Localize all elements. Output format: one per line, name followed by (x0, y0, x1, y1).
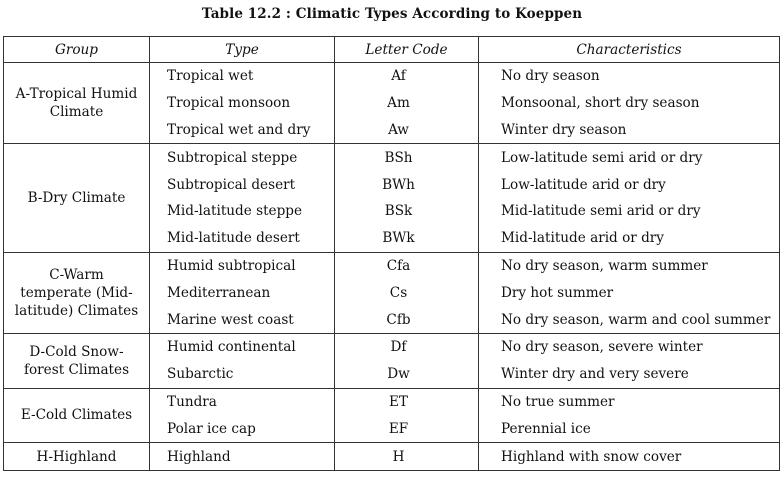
header-type: Type (150, 37, 335, 63)
characteristics-cell: No dry season (479, 63, 780, 90)
header-letter-code: Letter Code (335, 37, 479, 63)
letter-code-cell: ET (335, 388, 479, 415)
letter-code-cell: Cfb (335, 306, 479, 333)
group-cell: H-Highland (4, 443, 150, 471)
type-cell: Tundra (150, 388, 335, 415)
group-cell: B-Dry Climate (4, 144, 150, 252)
letter-code-cell: EF (335, 415, 479, 442)
characteristics-cell: No dry season, severe winter (479, 333, 780, 360)
characteristics-cell: No true summer (479, 388, 780, 415)
type-cell: Tropical monsoon (150, 90, 335, 117)
type-cell: Subtropical steppe (150, 144, 335, 171)
characteristics-cell: Low-latitude semi arid or dry (479, 144, 780, 171)
group-cell: E-Cold Climates (4, 388, 150, 443)
characteristics-cell: Monsoonal, short dry season (479, 90, 780, 117)
letter-code-cell: Af (335, 63, 479, 90)
type-cell: Tropical wet and dry (150, 117, 335, 144)
letter-code-cell: BWk (335, 225, 479, 252)
type-cell: Subarctic (150, 361, 335, 388)
type-cell: Highland (150, 443, 335, 471)
header-row (4, 37, 780, 63)
group-cell: A-Tropical Humid Climate (4, 63, 150, 144)
characteristics-cell: Mid-latitude semi arid or dry (479, 198, 780, 225)
type-cell: Tropical wet (150, 63, 335, 90)
type-cell: Marine west coast (150, 306, 335, 333)
characteristics-cell: Highland with snow cover (479, 443, 780, 471)
characteristics-cell: Mid-latitude arid or dry (479, 225, 780, 252)
table-row (4, 333, 780, 360)
table-caption: Table 12.2 : Climatic Types According to Koeppen (201, 6, 583, 22)
table-row (4, 388, 780, 415)
letter-code-cell: H (335, 443, 479, 471)
letter-code-cell: Cfa (335, 252, 479, 279)
letter-code-cell: Cs (335, 279, 479, 306)
characteristics-cell: No dry season, warm summer (479, 252, 780, 279)
header-characteristics: Characteristics (479, 37, 780, 63)
characteristics-cell: Low-latitude arid or dry (479, 171, 780, 198)
table-row (4, 252, 780, 279)
letter-code-cell: Dw (335, 361, 479, 388)
type-cell: Mediterranean (150, 279, 335, 306)
table-row (4, 63, 780, 90)
characteristics-cell: Dry hot summer (479, 279, 780, 306)
letter-code-cell: Aw (335, 117, 479, 144)
letter-code-cell: BWh (335, 171, 479, 198)
characteristics-cell: Winter dry and very severe (479, 361, 780, 388)
type-cell: Subtropical desert (150, 171, 335, 198)
table-body (4, 63, 780, 471)
climate-types-table (3, 36, 780, 471)
type-cell: Humid subtropical (150, 252, 335, 279)
table-row (4, 144, 780, 171)
header-group: Group (4, 37, 150, 63)
type-cell: Mid-latitude desert (150, 225, 335, 252)
group-cell: C-Warm temperate (Mid-latitude) Climates (4, 252, 150, 333)
letter-code-cell: BSh (335, 144, 479, 171)
type-cell: Humid continental (150, 333, 335, 360)
characteristics-cell: Winter dry season (479, 117, 780, 144)
group-cell: D-Cold Snow-forest Climates (4, 333, 150, 388)
table-row (4, 443, 780, 471)
characteristics-cell: No dry season, warm and cool summer (479, 306, 780, 333)
characteristics-cell: Perennial ice (479, 415, 780, 442)
type-cell: Polar ice cap (150, 415, 335, 442)
letter-code-cell: BSk (335, 198, 479, 225)
letter-code-cell: Df (335, 333, 479, 360)
letter-code-cell: Am (335, 90, 479, 117)
type-cell: Mid-latitude steppe (150, 198, 335, 225)
